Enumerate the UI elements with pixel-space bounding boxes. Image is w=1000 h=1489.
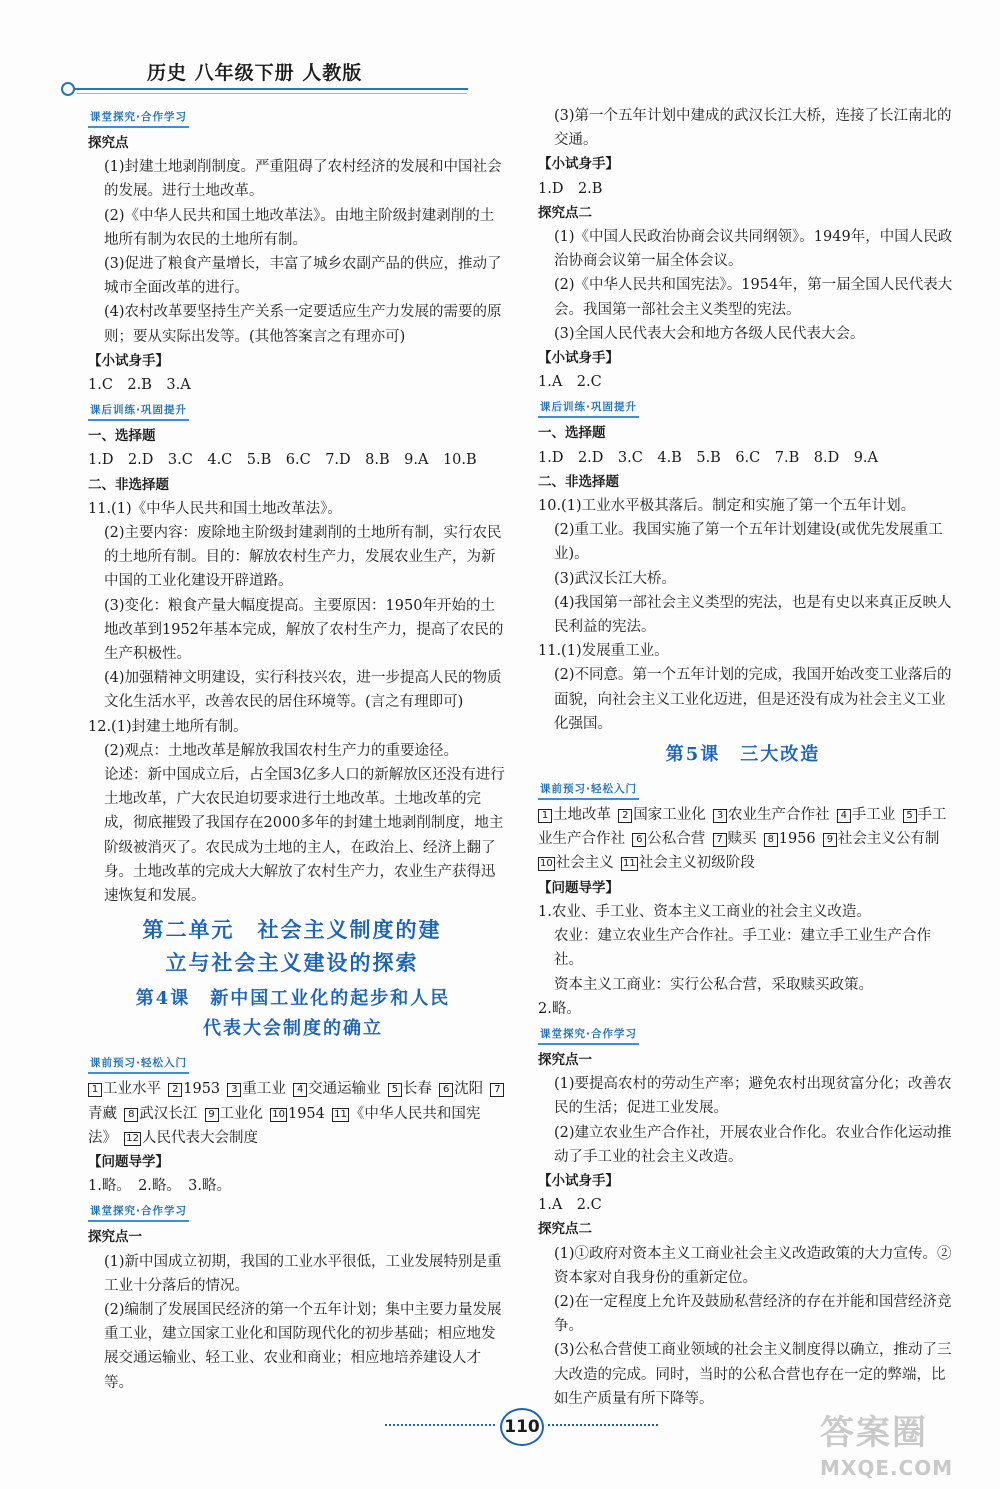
answer-text: 长春 <box>402 1081 432 1098</box>
answer-number-box: 11 <box>334 1108 347 1120</box>
subheading: 探究点二 <box>538 1221 592 1238</box>
answer-paragraph: (1)新中国成立初期，我国的工业水平很低，工业发展特别是重工业十分落后的情况。 <box>104 1253 502 1294</box>
section-tag: 课前预习·轻松入门 <box>538 780 639 800</box>
preview-answer-item <box>764 831 816 847</box>
answer-text: 土地改革 <box>553 807 611 824</box>
answer-paragraph: (3)全国人民代表大会和地方各级人民代表大会。 <box>554 325 865 342</box>
preview-answer-item <box>270 1106 325 1122</box>
preview-answer-item <box>439 1081 483 1097</box>
answer-text: 公私合营 <box>647 831 706 848</box>
preview-answer-item <box>632 831 705 847</box>
answer-number-box: 5 <box>388 1083 402 1097</box>
header-title: 历史 八年级下册 人教版 <box>147 62 363 84</box>
subheading: 【问题导学】 <box>88 1153 169 1170</box>
answer-paragraph: (4)农村改革要坚持生产关系一定要适应生产力发展的需要的原则；要从实际出发等。(其他答案言之有理亦可) <box>104 304 502 345</box>
answer-paragraph: (3)武汉长江大桥。 <box>554 570 677 587</box>
answer-text: 沈阳 <box>454 1081 484 1098</box>
subheading: 一、选择题 <box>88 428 156 445</box>
section-tag: 课堂探究·合作学习 <box>88 108 189 128</box>
answer-number-box: 9 <box>205 1108 219 1122</box>
answer-number-box: 8 <box>124 1108 138 1122</box>
header-rule-thin <box>77 93 467 94</box>
header-rule <box>73 88 468 90</box>
answer-text: 1954 <box>287 1105 325 1122</box>
answer-paragraph: (2)不同意。第一个五年计划的完成，我国开始改变工业落后的面貌，向社会主义工业化迈进，但是还没有成为社会主义工业化强国。 <box>554 667 952 732</box>
answer-paragraph: (1)①政府对资本主义工商业社会主义改造政策的大力宣传。②资本家对自我身份的重新定位。 <box>554 1245 952 1286</box>
lesson-title-line: 代表大会制度的确立 <box>203 1018 383 1040</box>
answer-line: 2.略。 <box>538 1000 581 1017</box>
answer-text: 交通运输业 <box>308 1081 381 1098</box>
unit-title-line: 立与社会主义建设的探索 <box>165 951 419 976</box>
preview-answer-item <box>538 807 611 823</box>
page-header <box>55 58 475 98</box>
answer-text: 武汉长江 <box>139 1105 198 1122</box>
subheading: 探究点二 <box>538 204 592 221</box>
answer-text: 社会主义公有制 <box>837 831 940 848</box>
answer-paragraph: (2)《中华人民共和国土地改革法》。由地主阶级封建剥削的土地所有制为农民的土地所有制。 <box>104 207 495 248</box>
watermark-text: 答案圈 <box>820 1413 928 1453</box>
answer-text: 手工业生产合作社 <box>538 807 947 848</box>
answer-paragraph: (2)编制了发展国民经济的第一个五年计划；集中主要力量发展重工业，建立国家工业化和国防现代化的初步基础；相应地发展交通运输业、轻工业、农业和商业；相应地培养建设人才等。 <box>104 1301 502 1391</box>
subheading: 【问题导学】 <box>538 879 619 896</box>
watermark <box>820 1405 990 1485</box>
unit-title <box>76 914 508 980</box>
answer-text: 重工业 <box>242 1081 286 1098</box>
answer-text: 社会主义 <box>555 855 614 872</box>
unit-title-line: 第二单元 社会主义制度的建 <box>142 918 442 943</box>
answer-paragraph: (3)公私合营使工商业领域的社会主义制度得以确立，推动了三大改造的完成。同时，当时的公私合营也存在一定的弊端，比如生产质量有所下降等。 <box>554 1342 952 1407</box>
section-tag: 课后训练·巩固提升 <box>88 401 189 421</box>
footer-dots-left <box>385 1424 495 1426</box>
answer-text: 手工业 <box>851 807 896 824</box>
answer-number-box: 12 <box>126 1132 139 1144</box>
lesson-title-line: 第4课 新中国工业化的起步和人民 <box>135 988 451 1010</box>
answer-text: 1956 <box>778 831 816 848</box>
answer-paragraph: (1)要提高农村的劳动生产率；避免农村出现贫富分化；改善农民的生活；促进工业发展。 <box>554 1076 952 1117</box>
lesson-title: 第5课 三大改造 <box>665 744 821 766</box>
footer-dots-right <box>548 1424 658 1426</box>
answer-number-box: 4 <box>293 1083 307 1097</box>
answer-line: 1.A 2.C <box>538 374 602 391</box>
answer-paragraph: 农业：建立农业生产合作社。手工业：建立手工业生产合作社。 <box>554 928 931 969</box>
answer-text: 青藏 <box>88 1105 117 1122</box>
answer-paragraph: (2)建立农业生产合作社，开展农业合作化。农业合作化运动推动了手工业的社会主义改造。 <box>554 1124 952 1165</box>
answer-paragraph: (2)在一定程度上允许及鼓励私营经济的存在并能和国营经济竞争。 <box>554 1293 952 1335</box>
preview-answer-item <box>205 1106 264 1122</box>
preview-answer-item <box>837 807 896 823</box>
preview-answer-item <box>227 1081 286 1097</box>
answer-text: 社会主义初级阶段 <box>638 855 755 872</box>
answer-number-box: 7 <box>713 833 727 847</box>
answer-paragraph: 资本主义工商业：实行公私合营，采取赎买政策。 <box>554 976 873 993</box>
answer-line: 11.(1)《中华人民共和国土地改革法》。 <box>88 500 342 517</box>
answer-paragraph: (3)第一个五年计划中建成的武汉长江大桥，连接了长江南北的交通。 <box>554 108 952 149</box>
page-number: 110 <box>500 1408 544 1446</box>
preview-answer-item <box>823 831 940 847</box>
answer-line: 1.C 2.B 3.A <box>88 377 191 394</box>
answer-text: 1953 <box>183 1081 221 1098</box>
answer-number-box: 9 <box>823 833 837 847</box>
answer-text: 工业水平 <box>103 1081 161 1098</box>
answer-number-box: 2 <box>168 1083 182 1097</box>
preview-answer-item <box>124 1106 197 1122</box>
subheading: 探究点 <box>88 135 129 151</box>
answer-number-box: 11 <box>622 858 636 870</box>
preview-answer-item <box>124 1130 258 1146</box>
answer-line: 10.(1)工业水平极其落后。制定和实施了第一个五年计划。 <box>538 498 916 515</box>
answer-paragraph: (4)加强精神文明建设，实行科技兴农，进一步提高人民的物质文化生活水平，改善农民的居住环境等。(言之有理即可) <box>104 670 502 711</box>
subheading: 【小试身手】 <box>538 1172 619 1189</box>
preview-answer-item <box>168 1081 220 1097</box>
lesson-title <box>78 984 508 1044</box>
answer-paragraph: (1)封建土地剥削制度。严重阻碍了农村经济的发展和中国社会的发展。进行土地改革。 <box>104 159 502 200</box>
answer-number-box: 2 <box>618 809 632 823</box>
answer-number-box: 6 <box>632 833 646 847</box>
subheading: 【小试身手】 <box>88 352 169 369</box>
answer-paragraph: (2)《中华人民共和国宪法》。1954年，第一届全国人民代表大会。我国第一部社会主义类型的宪法。 <box>554 277 953 318</box>
subheading: 探究点一 <box>538 1051 592 1068</box>
subheading: 【小试身手】 <box>538 156 619 173</box>
preview-answer-item <box>618 807 706 823</box>
answer-text: 农业生产合作社 <box>728 807 830 824</box>
subheading: 探究点一 <box>88 1229 142 1246</box>
answer-number-box: 10 <box>272 1108 285 1120</box>
answer-line: 1.D 2.D 3.C 4.C 5.B 6.C 7.D 8.B 9.A 10.B <box>88 452 477 469</box>
preview-answer-item <box>621 855 755 871</box>
answer-text: 人民代表大会制度 <box>141 1129 258 1146</box>
answer-line: 1.D 2.D 3.C 4.B 5.B 6.C 7.B 8.D 9.A <box>538 449 879 466</box>
answer-text: 赎买 <box>727 831 757 848</box>
answer-number-box: 6 <box>439 1083 453 1097</box>
answer-paragraph: (3)促进了粮食产量增长，丰富了城乡农副产品的供应，推动了城市全面改革的进行。 <box>104 256 502 297</box>
preview-answer-item <box>713 807 830 823</box>
answer-paragraph: (2)重工业。我国实施了第一个五年计划建设(或优先发展重工业)。 <box>554 522 943 563</box>
preview-answer-item <box>293 1081 381 1097</box>
preview-answers <box>88 1077 508 1150</box>
answer-line: 1.D 2.B <box>538 180 603 197</box>
preview-answer-item <box>88 1081 161 1097</box>
answer-number-box: 1 <box>88 1083 102 1097</box>
answer-number-box: 10 <box>540 858 553 870</box>
answer-paragraph: 论述：新中国成立后，占全国3亿多人口的新解放区还没有进行土地改革，广大农民迫切要求进行土地改革。土地改革的完成，彻底摧毁了我国存在2000多年的封建土地剥削制度，地主阶级被消灭了。农民成为土地的主人，在政治上、经济上翻了身。土地改革的完成大大解放了农村生产力，农业生产获得迅速恢复和发展。 <box>104 767 505 905</box>
answer-number-box: 3 <box>713 809 727 823</box>
answer-number-box: 3 <box>227 1083 241 1097</box>
preview-answer-item <box>713 831 757 847</box>
subheading: 二、非选择题 <box>538 473 619 490</box>
answer-line: 12.(1)封建土地所有制。 <box>88 718 248 735</box>
preview-answer-item <box>388 1081 432 1097</box>
subheading: 二、非选择题 <box>88 476 169 493</box>
answer-paragraph: (3)变化：粮食产量大幅度提高。主要原因：1950年开始的土地改革到1952年基本完成，解放了农村生产力，提高了农民的生产积极性。 <box>104 597 504 663</box>
answer-text: 国家工业化 <box>633 807 706 824</box>
answer-paragraph: (1)《中国人民政治协商会议共同纲领》。1949年，中国人民政治协商会议第一届全体会议。 <box>554 229 953 270</box>
answer-number-box: 8 <box>764 833 778 847</box>
section-tag: 课堂探究·合作学习 <box>88 1202 189 1222</box>
preview-answers <box>538 803 958 876</box>
preview-answer-item <box>538 855 614 871</box>
answer-number-box: 7 <box>490 1083 504 1097</box>
subheading: 一、选择题 <box>538 425 606 442</box>
right-column <box>538 104 958 1411</box>
watermark-url: MXQE.COM <box>820 1456 954 1480</box>
left-column <box>88 104 508 1395</box>
answer-paragraph: (4)我国第一部社会主义类型的宪法，也是有史以来真正反映人民利益的宪法。 <box>554 594 952 636</box>
section-tag: 课后训练·巩固提升 <box>538 398 639 418</box>
answer-number-box: 4 <box>837 809 851 823</box>
answer-number-box: 5 <box>903 809 917 823</box>
answer-paragraph: (2)观点：土地改革是解放我国农村生产力的重要途径。 <box>104 742 459 759</box>
answer-line: 1.A 2.C <box>538 1197 602 1214</box>
answer-text: 《中华人民共和国宪法》 <box>88 1105 481 1146</box>
answer-paragraph: (2)主要内容：废除地主阶级封建剥削的土地所有制，实行农民的土地所有制。目的：解放农村生产力，发展农业生产，为新中国的工业化建设开辟道路。 <box>104 525 502 590</box>
answer-text: 工业化 <box>219 1105 263 1122</box>
subheading: 【小试身手】 <box>538 350 619 367</box>
answer-line: 11.(1)发展重工业。 <box>538 643 669 660</box>
answer-line: 1.农业、手工业、资本主义工商业的社会主义改造。 <box>538 903 871 920</box>
answer-line: 1.略。 2.略。 3.略。 <box>88 1178 232 1195</box>
section-tag: 课前预习·轻松入门 <box>88 1054 189 1074</box>
answer-number-box: 1 <box>538 809 552 823</box>
section-tag: 课堂探究·合作学习 <box>538 1025 639 1045</box>
